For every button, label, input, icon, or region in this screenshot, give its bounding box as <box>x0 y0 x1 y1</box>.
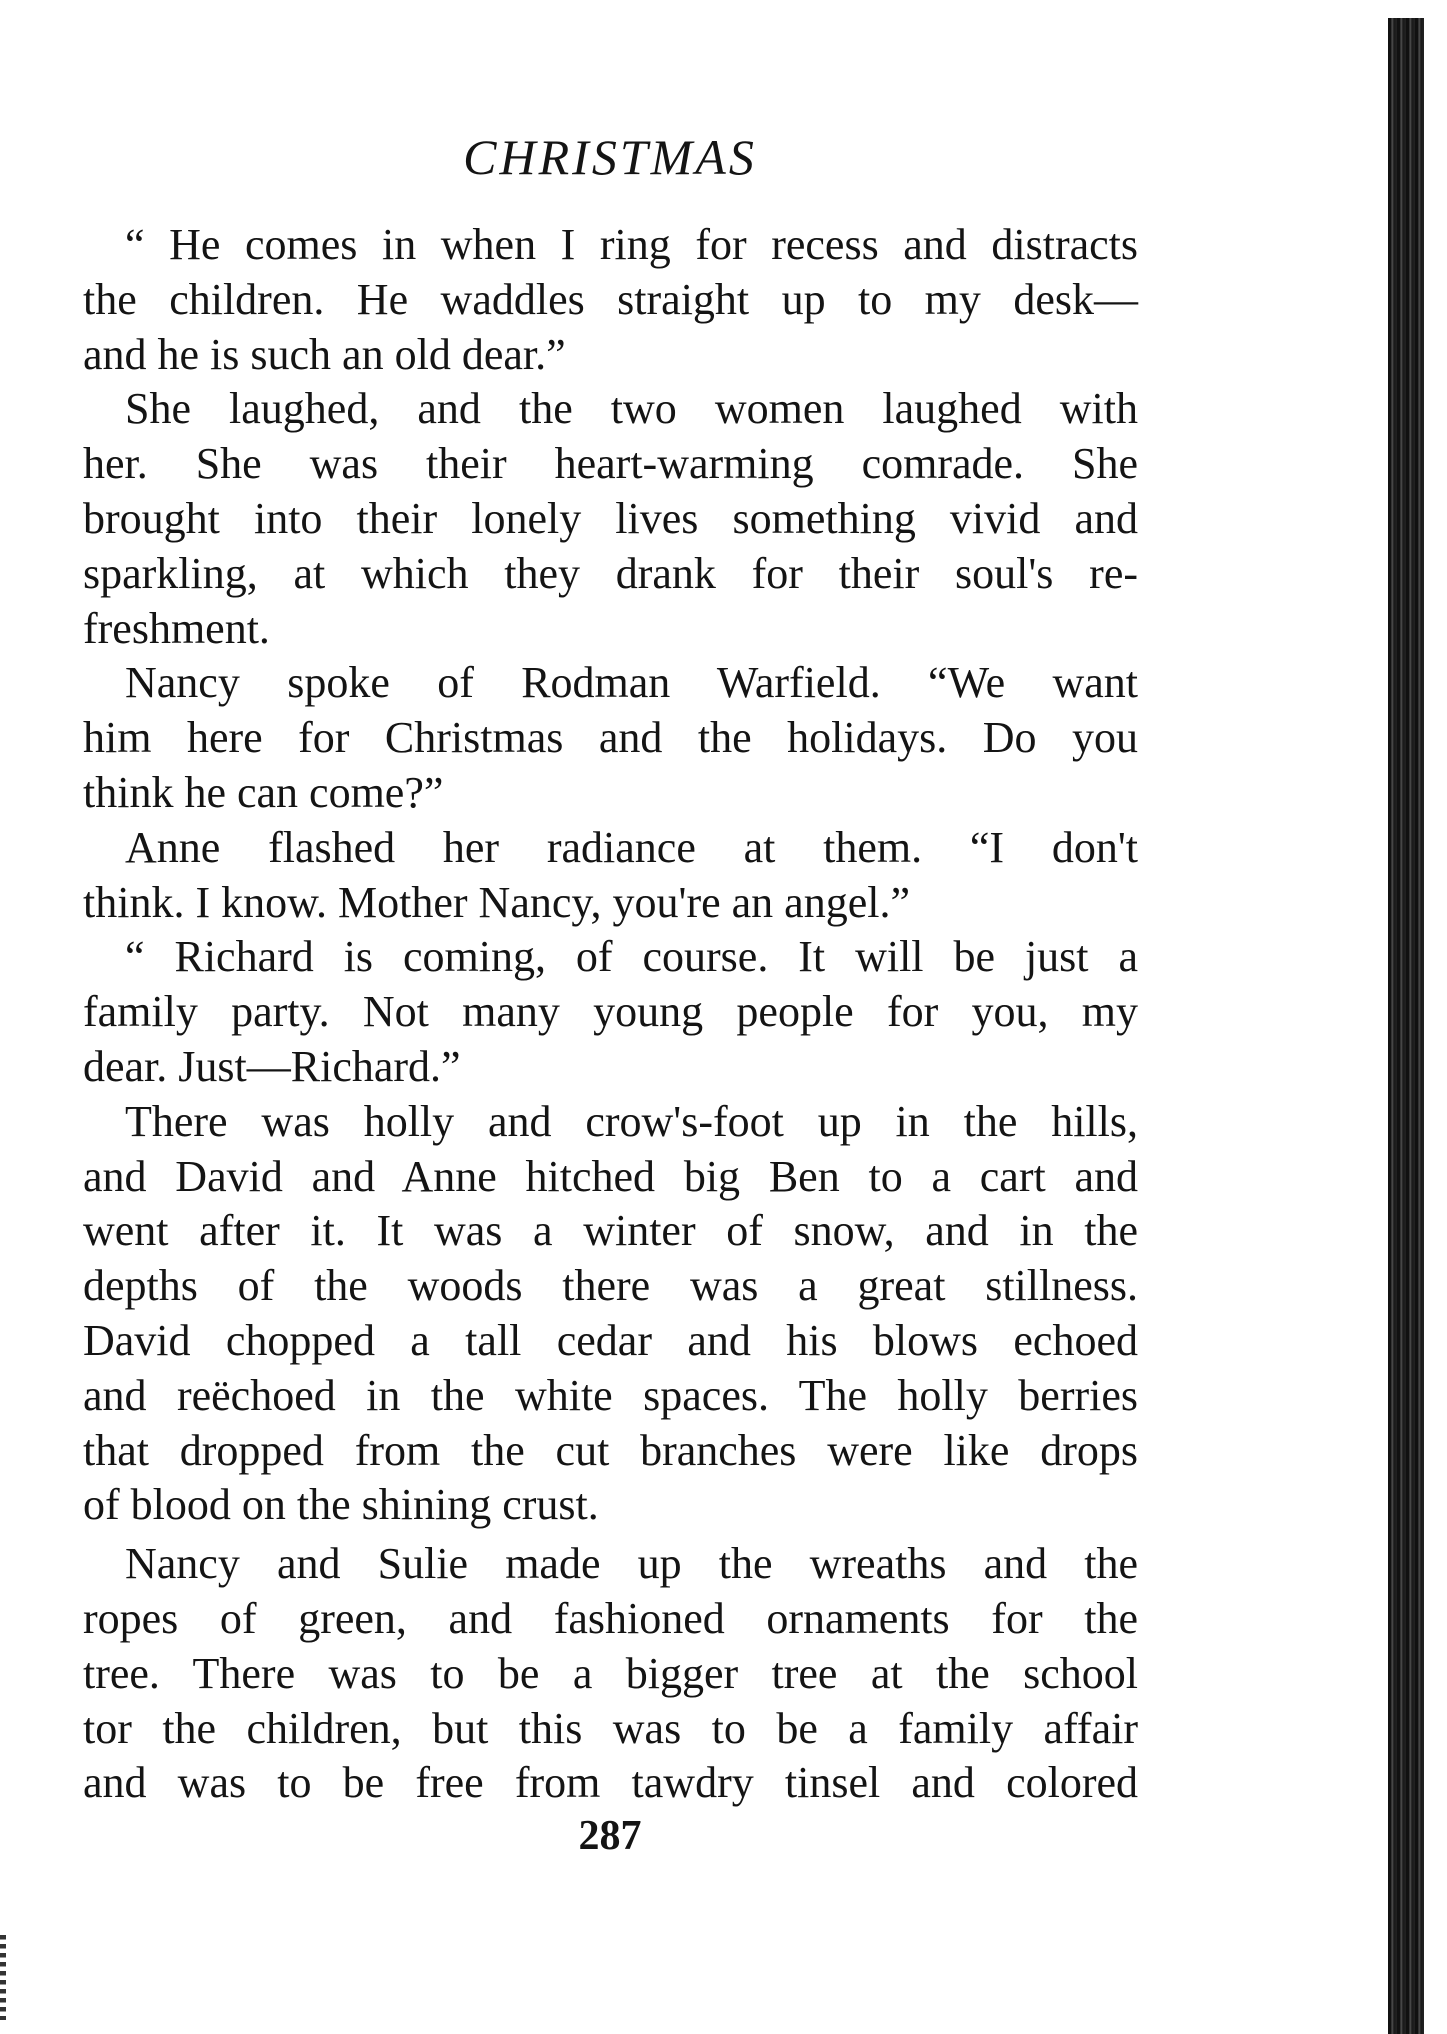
text-line: Anne flashed her radiance at them. “I don't <box>125 822 1138 872</box>
page-number: 287 <box>578 1813 642 1859</box>
text-line: dear. Just—Richard.” <box>83 1041 461 1091</box>
text-line: the children. He waddles straight up to my desk— <box>83 274 1138 324</box>
text-line: think. I know. Mother Nancy, you're an angel.” <box>83 877 910 927</box>
text-line: and reëchoed in the white spaces. The holly berries <box>83 1370 1138 1420</box>
text-line: tree. There was to be a bigger tree at the school <box>83 1648 1138 1698</box>
text-line: David chopped a tall cedar and his blows echoed <box>83 1315 1138 1365</box>
text-line: that dropped from the cut branches were like drops <box>83 1425 1138 1475</box>
text-line: went after it. It was a winter of snow, and in the <box>83 1206 1138 1256</box>
body-text <box>83 218 1138 1811</box>
text-line: and he is such an old dear.” <box>83 329 566 379</box>
text-line: brought into their lonely lives something vivid and <box>83 493 1138 543</box>
scan-edge-mark <box>0 1935 6 2020</box>
text-line: family party. Not many young people for you, my <box>83 987 1138 1037</box>
text-line: think he can come?” <box>83 767 444 817</box>
text-line: She laughed, and the two women laughed with <box>125 384 1138 434</box>
text-line: freshment. <box>83 603 270 653</box>
text-line: There was holly and crow's-foot up in the hills, <box>125 1096 1138 1146</box>
text-line: sparkling, at which they drank for their soul's re- <box>83 548 1138 598</box>
text-line: and was to be free from tawdry tinsel and colored <box>83 1758 1138 1808</box>
text-line: “ Richard is coming, of course. It will be just a <box>125 932 1138 982</box>
text-line: him here for Christmas and the holidays. Do you <box>83 713 1138 763</box>
text-line: ropes of green, and fashioned ornaments for the <box>83 1593 1138 1643</box>
text-line: tor the children, but this was to be a family affair <box>83 1703 1138 1753</box>
text-line: her. She was their heart-warming comrade. She <box>83 439 1138 489</box>
running-head: CHRISTMAS <box>463 129 757 185</box>
text-line: “ He comes in when I ring for recess and distracts <box>125 220 1138 269</box>
binding-edge <box>1388 18 1424 2034</box>
text-line: and David and Anne hitched big Ben to a cart and <box>83 1151 1138 1201</box>
text-line: Nancy and Sulie made up the wreaths and the <box>125 1539 1138 1589</box>
text-line: of blood on the shining crust. <box>83 1480 599 1530</box>
text-line: depths of the woods there was a great stillness. <box>83 1261 1138 1311</box>
text-line: Nancy spoke of Rodman Warfield. “We want <box>125 658 1138 708</box>
